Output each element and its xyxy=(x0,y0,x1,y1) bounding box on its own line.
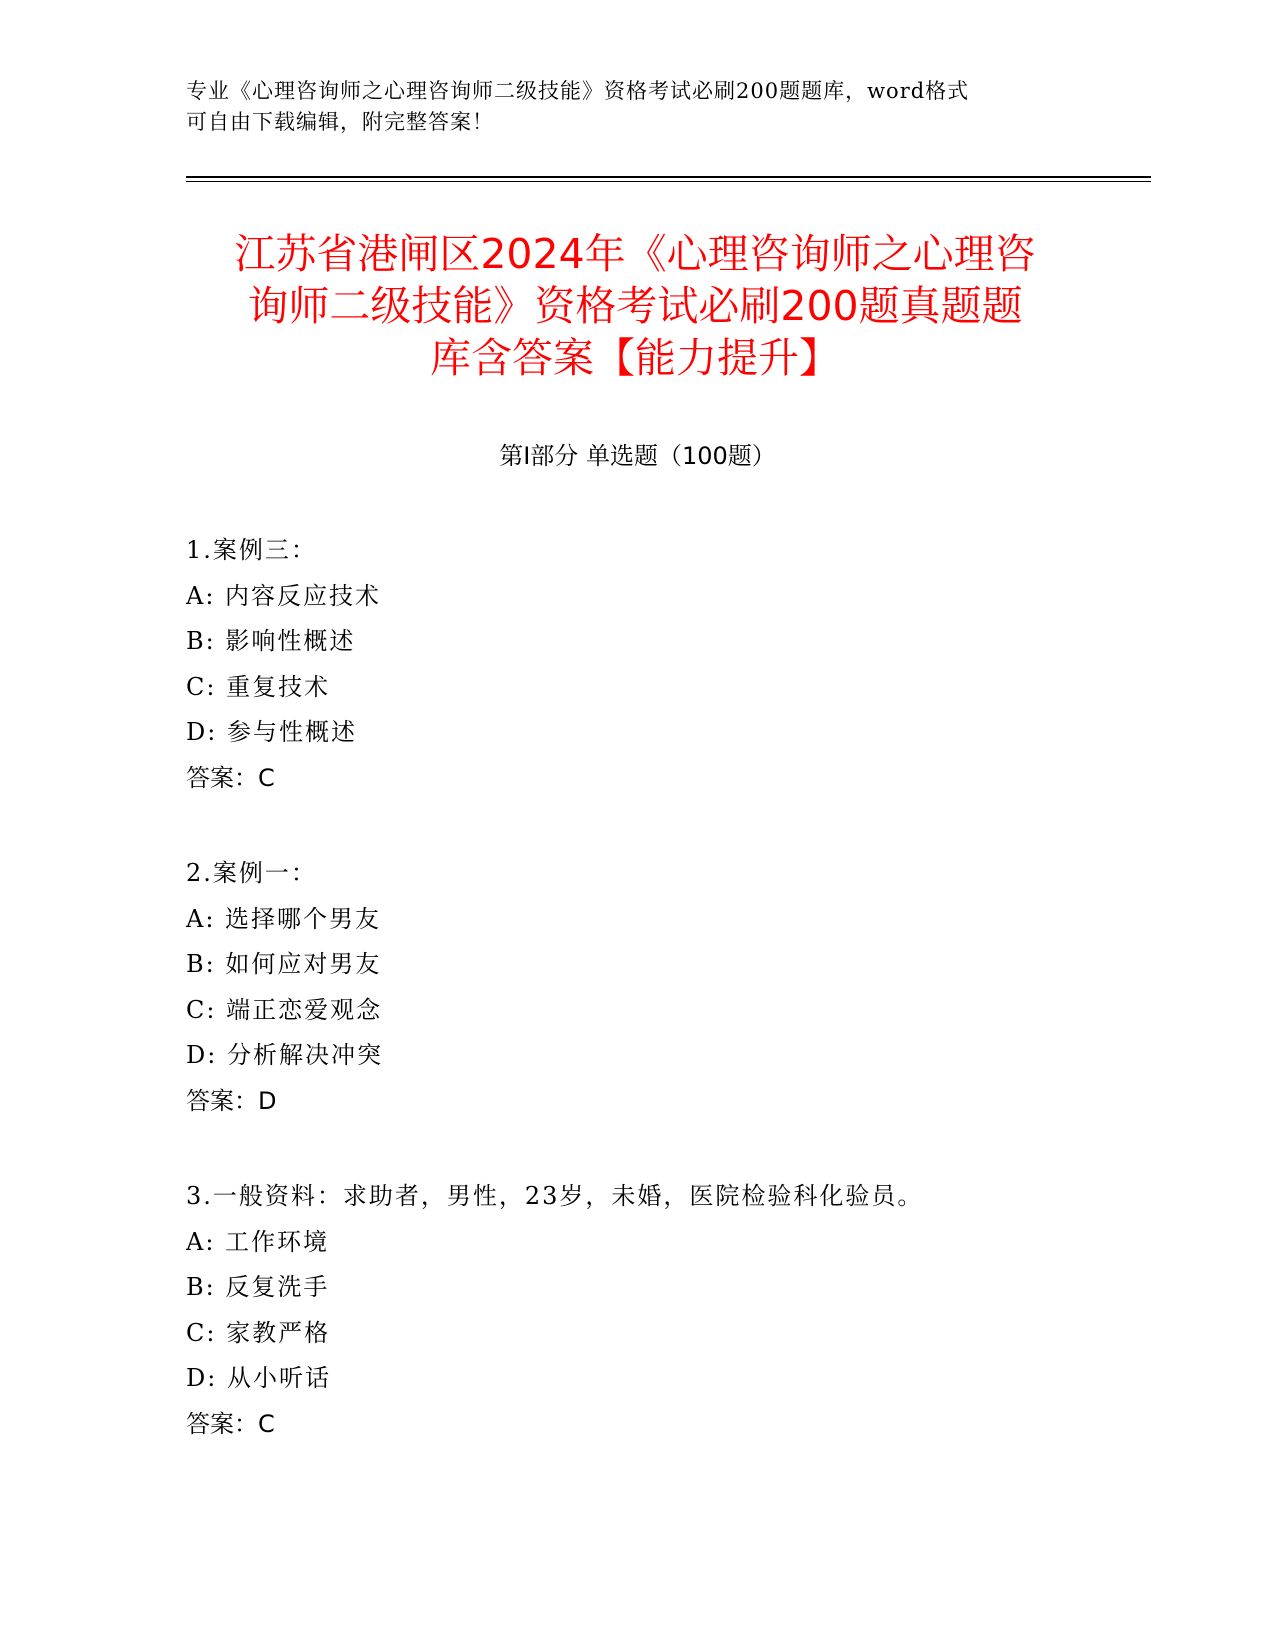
document-title-line-3: 库含答案【能力提升】 xyxy=(430,334,840,382)
option-c: C: 端正恋爱观念 xyxy=(186,995,383,1024)
question-stem: 1.案例三： xyxy=(186,536,317,564)
answer-line: 答案：D xyxy=(186,1086,277,1115)
answer-line: 答案：C xyxy=(186,1409,275,1438)
option-d: D: 参与性概述 xyxy=(186,718,357,746)
document-title-line-2: 询师二级技能》资格考试必刷200题真题题 xyxy=(247,282,1023,330)
option-a: A: 选择哪个男友 xyxy=(186,904,382,933)
header-note xyxy=(186,76,1066,138)
option-b: B: 影响性概述 xyxy=(186,627,356,655)
header-divider-thin xyxy=(186,181,1151,182)
option-d: D: 分析解决冲突 xyxy=(186,1041,383,1069)
option-c: C: 家教严格 xyxy=(186,1318,331,1347)
header-note-line-1: 专业《心理咨询师之心理咨询师二级技能》资格考试必刷200题题库，word格式 xyxy=(186,79,970,103)
question-item xyxy=(186,1174,1106,1447)
option-b: B: 反复洗手 xyxy=(186,1273,330,1301)
header-divider-thick xyxy=(186,176,1151,178)
header-note-line-2: 可自由下载编辑，附完整答案！ xyxy=(186,110,494,134)
option-c: C: 重复技术 xyxy=(186,672,331,701)
document-title-line-1: 江苏省港闸区2024年《心理咨询师之心理咨 xyxy=(234,230,1036,278)
question-item xyxy=(186,851,1106,1124)
section-title: 第Ⅰ部分 单选题（100题） xyxy=(499,442,776,470)
question-list xyxy=(186,528,1106,1497)
question-stem: 2.案例一： xyxy=(186,859,317,887)
option-a: A: 内容反应技术 xyxy=(186,581,382,610)
question-item xyxy=(186,528,1106,801)
option-a: A: 工作环境 xyxy=(186,1227,330,1256)
answer-line: 答案：C xyxy=(186,763,275,792)
document-title xyxy=(180,228,1090,384)
option-b: B: 如何应对男友 xyxy=(186,950,382,978)
question-stem: 3.一般资料：求助者，男性，23岁，未婚，医院检验科化验员。 xyxy=(186,1182,924,1210)
option-d: D: 从小听话 xyxy=(186,1364,331,1392)
